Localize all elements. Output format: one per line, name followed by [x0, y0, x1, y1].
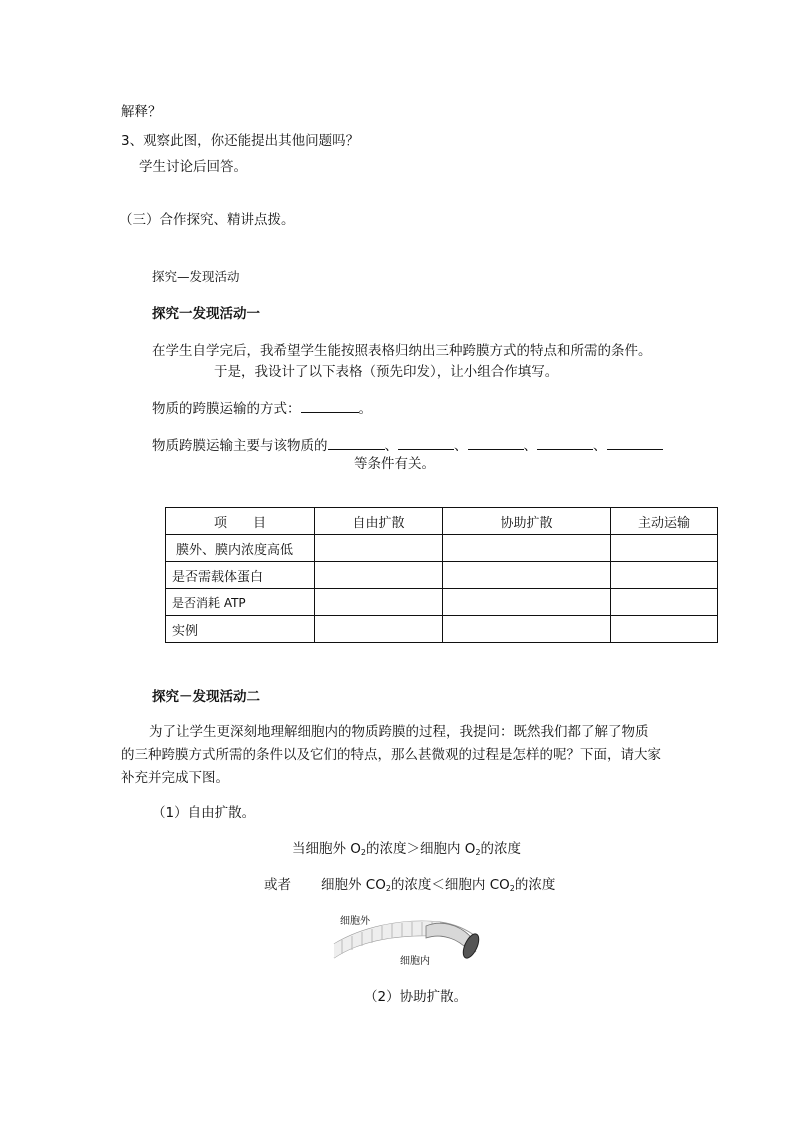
conc-text: 的浓度＞细胞内 O [366, 841, 476, 857]
table-row [166, 562, 718, 589]
sep: 、 [593, 438, 607, 454]
conc-text: 的浓度＜细胞内 CO [390, 877, 510, 893]
subscript: 2 [360, 848, 367, 857]
concentration-line-1 [292, 840, 521, 862]
subscript: 2 [509, 884, 515, 893]
membrane-diagram [330, 910, 490, 972]
conc-text: 的浓度 [480, 841, 522, 857]
paragraph-1a: 在学生自学完后，我希望学生能按照表格归纳出三种跨膜方式的特点和所需的条件。 [152, 343, 652, 359]
fill-1-prefix: 物质的跨膜运输的方式： [152, 401, 301, 417]
inside-label: 细胞内 [400, 956, 430, 967]
activity-1-title: 探究一发现活动一 [152, 306, 260, 322]
conc-text: 细胞外 CO [321, 877, 386, 893]
paragraph-2a: 为了让学生更深刻地理解细胞内的物质跨膜的过程，我提问：既然我们都了解了物质 [149, 724, 649, 740]
table-cell[interactable] [443, 562, 611, 589]
table-cell[interactable] [315, 616, 443, 643]
paragraph-1b: 于是，我设计了以下表格（预先印发），让小组合作填写。 [214, 364, 559, 380]
fill-2-tail: 等条件有关。 [354, 456, 435, 472]
paragraph-2c: 补充并完成下图。 [121, 770, 229, 786]
question-3: 3、观察此图，你还能提出其他问题吗？ [121, 133, 360, 149]
table-cell[interactable] [315, 589, 443, 616]
table-header-row [166, 508, 718, 535]
activity-2-title: 探究－发现活动二 [152, 689, 260, 705]
or-label: 或者 [264, 877, 291, 893]
section-3-heading: （三）合作探究、精讲点拨。 [119, 212, 295, 228]
table-cell[interactable] [443, 535, 611, 562]
fill-blank-1 [152, 398, 372, 418]
table-cell[interactable] [443, 616, 611, 643]
outside-label: 细胞外 [340, 916, 370, 927]
conc-text: 当细胞外 O [292, 841, 361, 857]
membrane-illustration [330, 910, 490, 972]
header-item: 项 目 [166, 508, 315, 535]
concentration-line-2 [321, 876, 555, 898]
table-row [166, 616, 718, 643]
sep: 、 [523, 438, 537, 454]
blank-2c[interactable] [468, 435, 524, 450]
row-label: 是否需载体蛋白 [166, 562, 315, 589]
table-cell[interactable] [315, 535, 443, 562]
sep: 、 [384, 438, 398, 454]
row-label: 是否消耗 ATP [166, 589, 315, 616]
table-cell[interactable] [611, 589, 718, 616]
blank-2a[interactable] [328, 435, 385, 450]
subscript: 2 [385, 884, 391, 893]
blank-2e[interactable] [607, 435, 663, 450]
table-cell[interactable] [611, 616, 718, 643]
table-row [166, 535, 718, 562]
explore-title: 探究—发现活动 [152, 269, 240, 284]
table-cell[interactable] [611, 562, 718, 589]
discussion-note: 学生讨论后回答。 [139, 159, 247, 175]
header-facilitated-diffusion: 协助扩散 [443, 508, 611, 535]
header-active-transport: 主动运输 [611, 508, 718, 535]
comparison-table [165, 507, 718, 643]
table-cell[interactable] [611, 535, 718, 562]
fill-2-prefix: 物质跨膜运输主要与该物质的 [152, 438, 328, 454]
line-jieshi: 解释？ [121, 104, 162, 120]
table-row [166, 589, 718, 616]
subscript: 2 [475, 848, 481, 857]
blank-1[interactable] [301, 398, 359, 413]
sep: 、 [454, 438, 468, 454]
row-label: 实例 [166, 616, 315, 643]
free-diffusion-heading: （1）自由扩散。 [152, 805, 256, 821]
table-cell[interactable] [315, 562, 443, 589]
conc-text: 的浓度 [514, 877, 556, 893]
fill-1-suffix: 。 [358, 401, 372, 417]
blank-2b[interactable] [398, 435, 454, 450]
blank-2d[interactable] [537, 435, 593, 450]
fill-blank-2 [152, 435, 663, 455]
header-free-diffusion: 自由扩散 [315, 508, 443, 535]
paragraph-2b: 的三种跨膜方式所需的条件以及它们的特点，那么甚微观的过程是怎样的呢？下面，请大家 [121, 747, 661, 763]
row-label: 膜外、膜内浓度高低 [166, 535, 315, 562]
table-cell[interactable] [443, 589, 611, 616]
facilitated-diffusion-heading: （2）协助扩散。 [364, 989, 468, 1005]
